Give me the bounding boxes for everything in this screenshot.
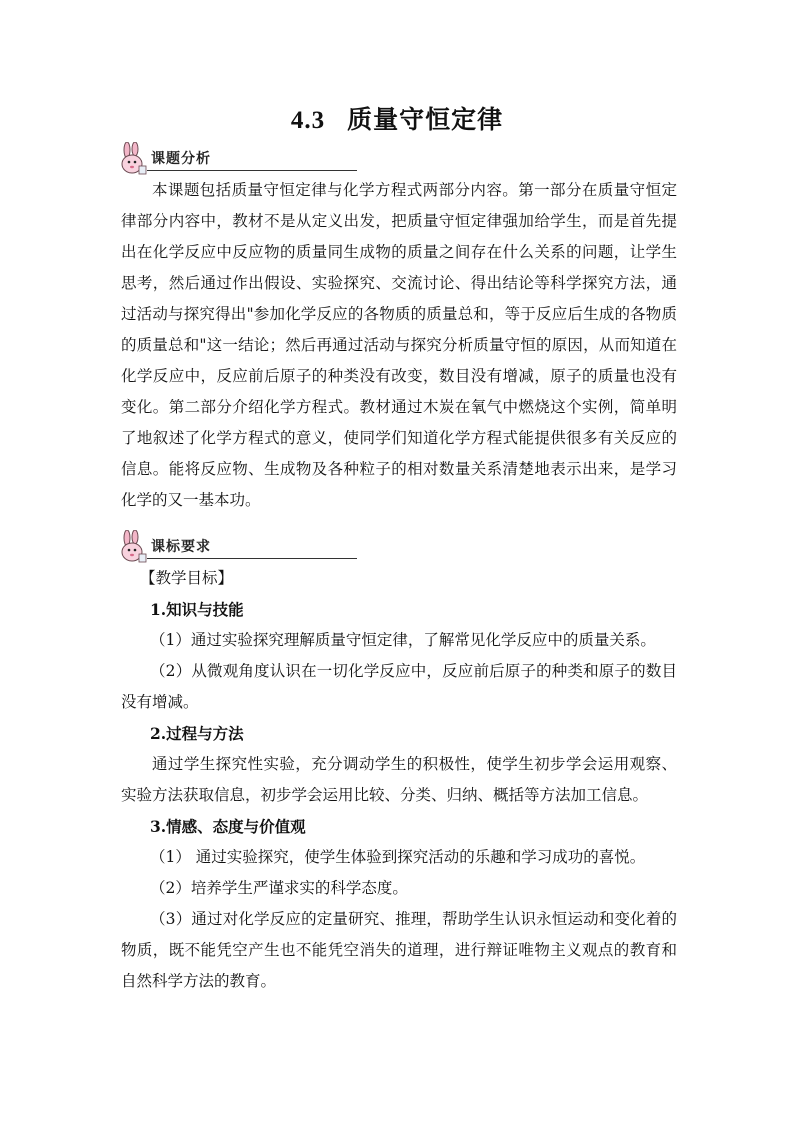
section-heading-label: 课标要求 <box>151 539 211 555</box>
emotion-item-2: （2）培养学生严谨求实的科学态度。 <box>150 879 408 897</box>
emotion-title: 3.情感、态度与价值观 <box>150 817 306 836</box>
section-heading-label: 课题分析 <box>151 151 211 167</box>
heading-underline <box>147 558 357 559</box>
knowledge-item-2: （2）从微观角度认识在一切化学反应中，反应前后原子的种类和原子的数目没有增减。 <box>121 662 677 711</box>
rabbit-mascot-icon <box>117 530 149 564</box>
rabbit-mascot-icon <box>117 142 149 176</box>
emotion-item-1: （1） 通过实验探究，使学生体验到探究活动的乐趣和学习成功的喜悦。 <box>150 848 646 866</box>
heading-underline <box>147 170 357 171</box>
process-text: 通过学生探究性实验，充分调动学生的积极性，使学生初步学会运用观察、实验方法获取信息，初步学会运用比较、分类、归纳、概括等方法加工信息。 <box>121 755 677 804</box>
knowledge-title: 1.知识与技能 <box>150 600 244 619</box>
title-text: 质量守恒定律 <box>347 105 504 134</box>
analysis-paragraph: 本课题包括质量守恒定律与化学方程式两部分内容。第一部分在质量守恒定律部分内容中，教材不是从定义出发，把质量守恒定律强加给学生，而是首先提出在化学反应中反应物的质量同生成物的质量之间存在什么关系的问题，让学生思考，然后通过作出假设、实验探究、交流讨论、得出结论等科学探究方法，通过活动与探究得出"参加化学反应的各物质的质量总和，等于反应后生成的各物质的质量总和"这一结论；然后再通过活动与探究分析质量守恒的原因，从而知道在化学反应中，反应前后原子的种类没有改变，数目没有增减，原子的质量也没有变化。第二部分介绍化学方程式。教材通过木炭在氧气中燃烧这个实例，简单明了地叙述了化学方程式的意义，使同学们知道化学方程式能提供很多有关反应的信息。能将反应物、生成物及各种粒子的相对数量关系清楚地表示出来，是学习化学的又一基本功。 <box>121 181 677 509</box>
process-title: 2.过程与方法 <box>150 724 244 743</box>
objectives-heading: 【教学目标】 <box>140 569 234 587</box>
section-heading-analysis <box>117 142 257 176</box>
knowledge-item-1: （1）通过实验探究理解质量守恒定律，了解常见化学反应中的质量关系。 <box>150 631 656 649</box>
title-number: 4.3 <box>290 107 326 134</box>
section-heading-requirements <box>117 530 257 564</box>
emotion-item-3: （3）通过对化学反应的定量研究、推理，帮助学生认识永恒运动和变化着的物质，既不能凭空产生也不能凭空消失的道理，进行辩证唯物主义观点的教育和自然科学方法的教育。 <box>121 910 677 990</box>
page-title <box>0 100 794 136</box>
